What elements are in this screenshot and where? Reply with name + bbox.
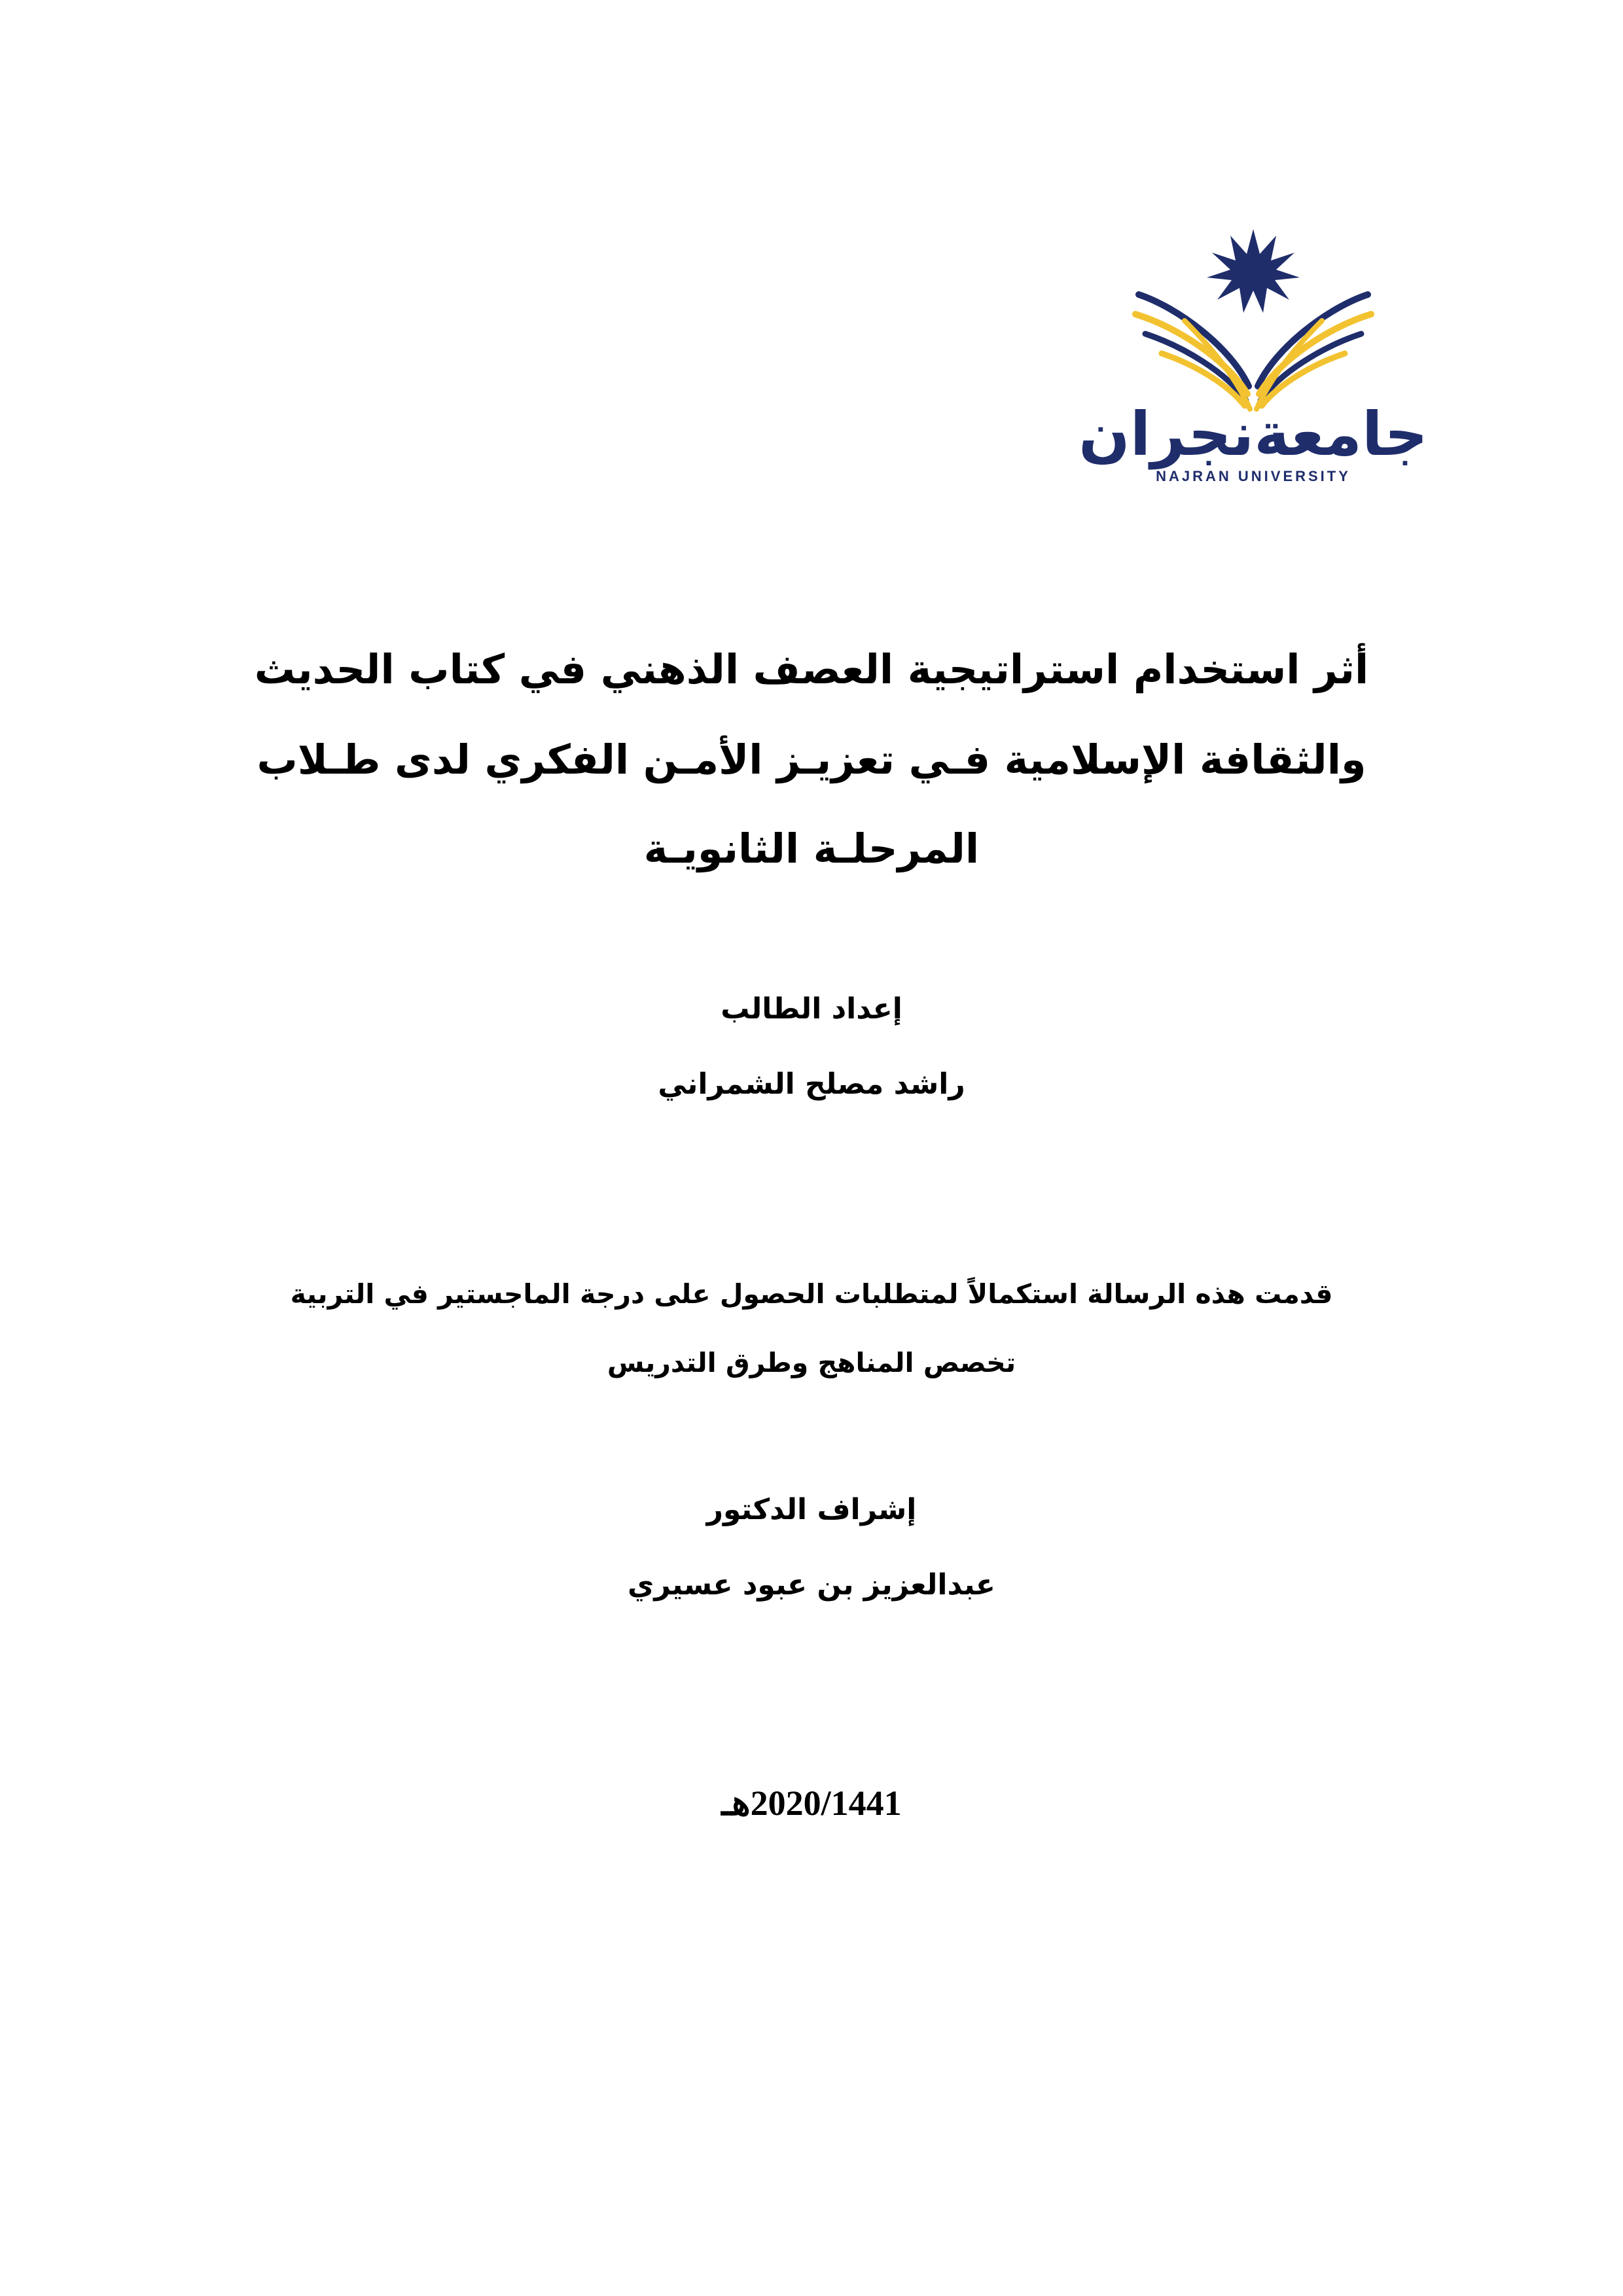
wings-icon	[1135, 295, 1371, 409]
najran-university-logo-icon	[1079, 223, 1428, 484]
supervisor-name: عبدالعزيز بن عبود عسيري	[628, 1568, 995, 1602]
submission-statement-line-2: تخصص المناهج وطرق التدريس	[607, 1347, 1016, 1378]
star-icon	[1207, 229, 1300, 313]
thesis-date: 2020/1441هـ	[721, 1784, 902, 1823]
logo-latin-name: NAJRAN UNIVERSITY	[1156, 468, 1351, 484]
submission-statement-line-1: قدمت هذه الرسالة استكمالاً لمتطلبات الحصول على درجة الماجستير في التربية	[290, 1278, 1333, 1310]
university-logo	[1079, 223, 1428, 484]
thesis-title-line-3: المرحلـة الثانويـة	[643, 825, 980, 872]
supervisor-label: إشراف الدكتور	[706, 1493, 917, 1526]
student-name: راشد مصلح الشمراني	[658, 1067, 965, 1101]
prepared-by-label: إعداد الطالب	[721, 992, 902, 1026]
thesis-title-line-2: والثقافة الإسلامية فـي تعزيـز الأمـن الفكري لدى طـلاب	[257, 736, 1366, 783]
logo-arabic-name: جامعةنجران	[1079, 399, 1428, 469]
thesis-title-line-1: أثر استخدام استراتيجية العصف الذهني في كتاب الحديث	[254, 645, 1369, 693]
